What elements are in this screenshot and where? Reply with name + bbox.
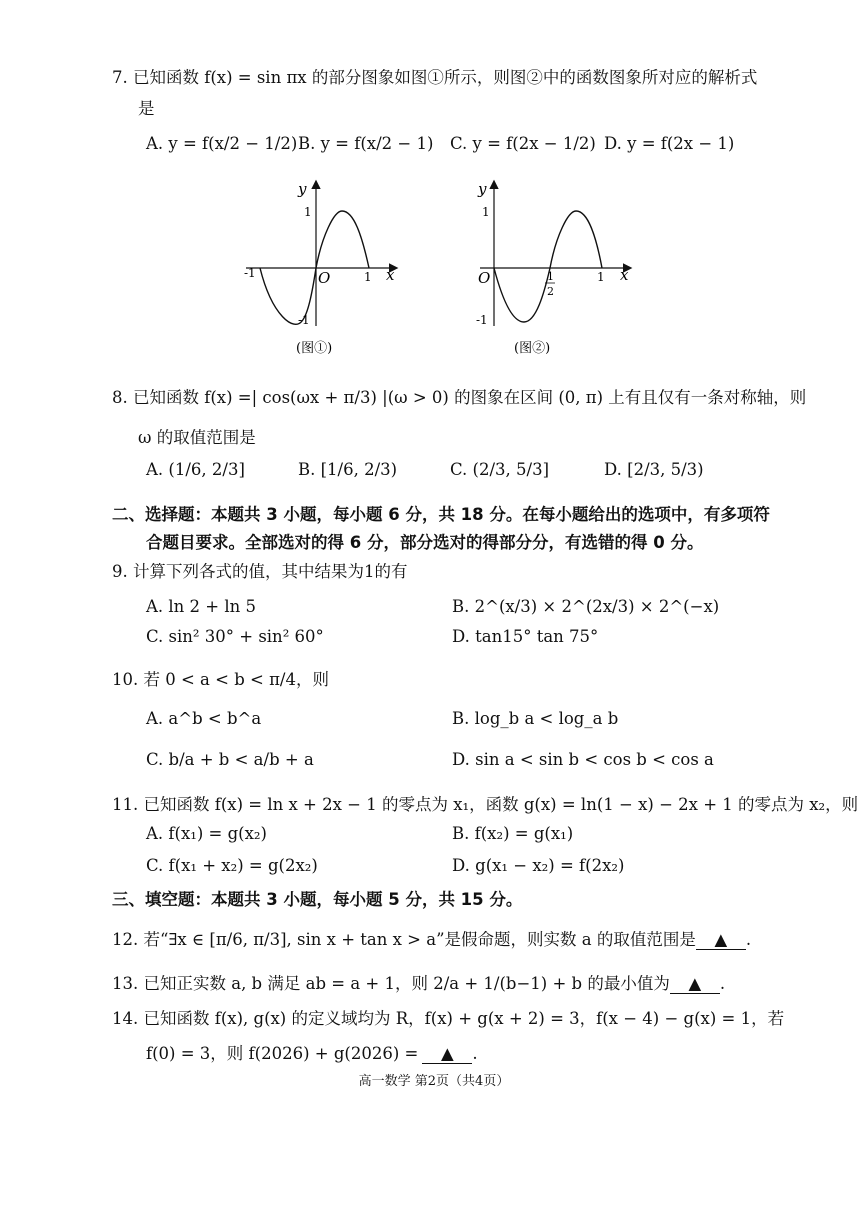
- fig2-y-label: y: [478, 180, 487, 198]
- page-footer: 高一数学 第2页（共4页）: [358, 1074, 510, 1089]
- q8-stem-line1: 8. 已知函数 f(x) =| cos(ωx + π/3) |(ω > 0) 的图象在区间 (0, π) 上有且仅有一条对称轴，则: [112, 388, 807, 407]
- fig2-x-tick-half-num: 1: [547, 270, 554, 283]
- fig1-tick-neg1: -1: [298, 313, 310, 327]
- q8-stem-line2: ω 的取值范围是: [138, 428, 256, 447]
- q10-option-b: B. log_b a < log_a b: [452, 709, 619, 728]
- q11-option-b: B. f(x₂) = g(x₁): [452, 824, 574, 843]
- fig2-origin-label: O: [478, 269, 491, 287]
- q9-option-d: D. tan15° tan 75°: [452, 627, 599, 646]
- q11-option-a: A. f(x₁) = g(x₂): [146, 824, 267, 843]
- q7-option-d: D. y = f(2x − 1): [604, 134, 735, 153]
- q8-option-d: D. [2/3, 5/3): [604, 460, 704, 479]
- fig2-caption: (图②): [514, 341, 551, 356]
- fig1-origin-label: O: [318, 269, 331, 287]
- figure-2: [470, 176, 640, 361]
- q10-stem: 10. 若 0 < a < b < π/4，则: [112, 670, 329, 689]
- q7-option-c: C. y = f(2x − 1/2): [450, 134, 596, 153]
- q13-answer-blank: ▲: [670, 974, 720, 994]
- section3-title: 三、填空题：本题共 3 小题，每小题 5 分，共 15 分。: [112, 890, 523, 909]
- q10-option-a: A. a^b < b^a: [146, 709, 262, 728]
- q7-option-b: B. y = f(x/2 − 1): [298, 134, 434, 153]
- fig1-x-tick-1: 1: [364, 270, 372, 284]
- q12-answer-blank: ▲: [696, 930, 746, 950]
- q13-line: [112, 970, 725, 994]
- q7-stem-line2: 是: [138, 99, 155, 118]
- q8-option-c: C. (2/3, 5/3]: [450, 460, 549, 479]
- fig2-x-tick-half-den: 2: [547, 285, 554, 298]
- q14-answer-blank: ▲: [422, 1044, 472, 1064]
- q9-option-a: A. ln 2 + ln 5: [146, 597, 257, 616]
- q8-option-a: A. (1/6, 2/3]: [146, 460, 245, 479]
- fig1-y-label: y: [298, 180, 307, 198]
- section2-title-line1: 二、选择题：本题共 3 小题，每小题 6 分，共 18 分。在每小题给出的选项中，有多项符: [112, 505, 770, 524]
- q12-stem: 12. 若“∃x ∈ [π/6, π/3], sin x + tan x > a”是假命题，则实数 a 的取值范围是: [112, 930, 696, 949]
- fig1-tick-1: 1: [304, 205, 312, 219]
- figure-1: [236, 176, 406, 361]
- q13-stem: 13. 已知正实数 a, b 满足 ab = a + 1，则 2/a + 1/(b−1) + b 的最小值为: [112, 974, 670, 993]
- q9-stem: 9. 计算下列各式的值，其中结果为1的有: [112, 562, 408, 581]
- q10-option-d: D. sin a < sin b < cos b < cos a: [452, 750, 714, 769]
- q13-end: .: [719, 974, 726, 993]
- q14-stem-line2: f(0) = 3，则 f(2026) + g(2026) =: [146, 1044, 419, 1063]
- section2-title-line2: 合题目要求。全部选对的得 6 分，部分选对的得部分分，有选错的得 0 分。: [146, 533, 704, 552]
- q14-line2: [146, 1040, 478, 1064]
- q7-stem-line1: 7. 已知函数 f(x) = sin πx 的部分图象如图①所示，则图②中的函数图象所对应的解析式: [112, 68, 758, 87]
- fig2-x-tick-1: 1: [597, 270, 605, 284]
- q8-option-b: B. [1/6, 2/3): [298, 460, 398, 479]
- q14-stem-line1: 14. 已知函数 f(x), g(x) 的定义域均为 R，f(x) + g(x + 2) = 3，f(x − 4) − g(x) = 1，若: [112, 1009, 785, 1028]
- fig2-sine-curve: [494, 211, 602, 322]
- fig1-caption: (图①): [296, 341, 333, 356]
- q7-option-a: A. y = f(x/2 − 1/2): [146, 134, 298, 153]
- q11-option-c: C. f(x₁ + x₂) = g(2x₂): [146, 856, 318, 875]
- q14-end: .: [472, 1044, 478, 1063]
- q11-option-d: D. g(x₁ − x₂) = f(2x₂): [452, 856, 625, 875]
- q12-end: .: [745, 930, 752, 949]
- fig2-tick-neg1: -1: [476, 313, 488, 327]
- fig1-x-label: x: [386, 266, 395, 284]
- fig1-x-tick-neg1: -1: [244, 266, 256, 280]
- q10-option-c: C. b/a + b < a/b + a: [146, 750, 314, 769]
- q12-line: [112, 926, 751, 950]
- fig2-tick-1: 1: [482, 205, 490, 219]
- q9-option-b: B. 2^(x/3) × 2^(2x/3) × 2^(−x): [452, 597, 720, 616]
- q9-option-c: C. sin² 30° + sin² 60°: [146, 627, 324, 646]
- fig2-x-label: x: [620, 266, 629, 284]
- q11-stem: 11. 已知函数 f(x) = ln x + 2x − 1 的零点为 x₁，函数 g(x) = ln(1 − x) − 2x + 1 的零点为 x₂，则: [112, 795, 859, 814]
